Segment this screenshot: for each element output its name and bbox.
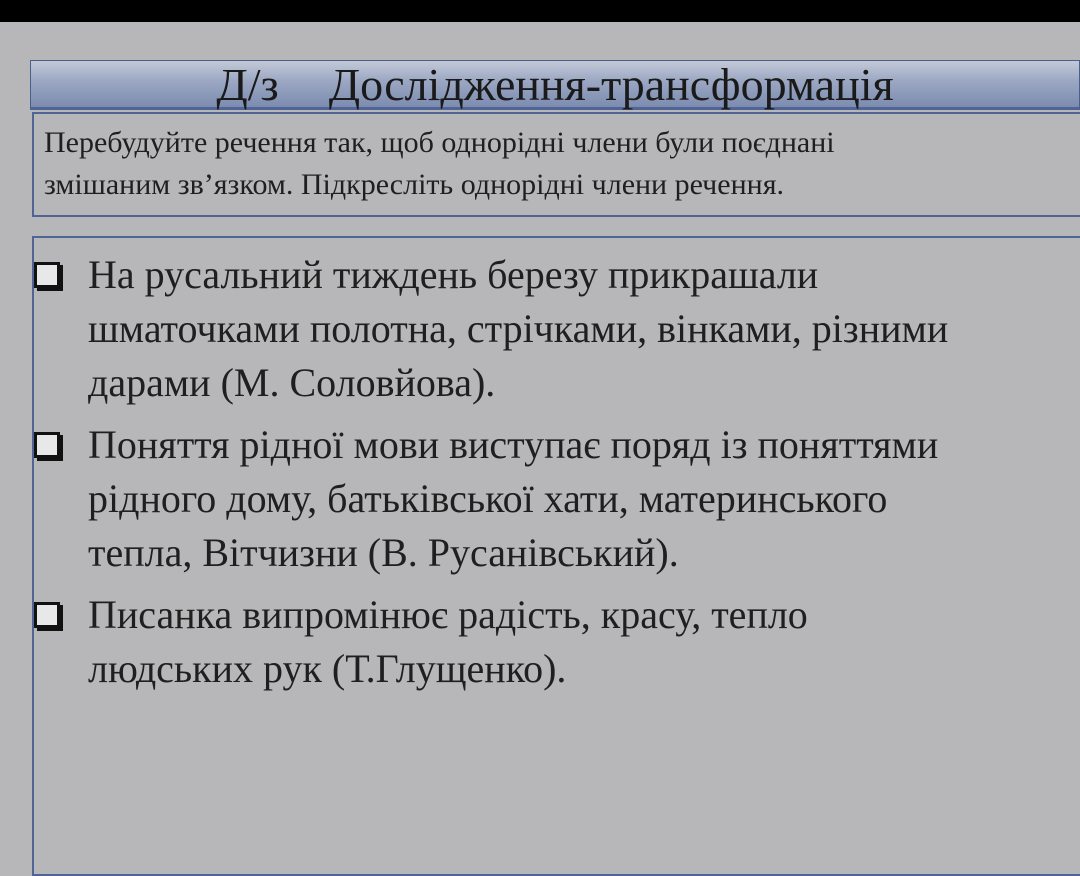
sentence-line: шматочками полотна, стрічками, вінками, різними [88,306,949,351]
sentence-line: Поняття рідної мови виступає поряд із поняттями [88,422,939,467]
task-line-1: Перебудуйте речення так, щоб однорідні члени були поєднані [44,126,835,159]
task-line-2: змішаним зв’язком. Підкресліть однорідні члени речення. [44,168,784,201]
list-item [0,588,1080,696]
sentence-line: людських рук (Т.Глущенко). [88,646,567,691]
sentence-line: Писанка випромінює радість, красу, тепло [88,592,808,637]
top-black-bar [0,0,1080,22]
checkbox-bullet-icon [34,262,60,288]
slide-title [216,57,893,113]
sentence-list [0,248,1080,704]
slide-title-bar [30,60,1080,110]
task-instructions [32,112,1080,217]
sentence-line: На русальний тиждень березу прикрашали [88,252,819,297]
checkbox-bullet-icon [34,432,60,458]
homework-label: Д/з [216,59,279,110]
slide-title-text: Дослідження-трансформація [328,59,894,110]
sentence-line: рідного дому, батьківської хати, материнського [88,476,888,521]
list-item [0,418,1080,580]
list-item [0,248,1080,410]
checkbox-bullet-icon [34,602,60,628]
sentence-line: дарами (М. Соловйова). [88,360,496,405]
sentence-line: тепла, Вітчизни (В. Русанівський). [88,530,679,575]
